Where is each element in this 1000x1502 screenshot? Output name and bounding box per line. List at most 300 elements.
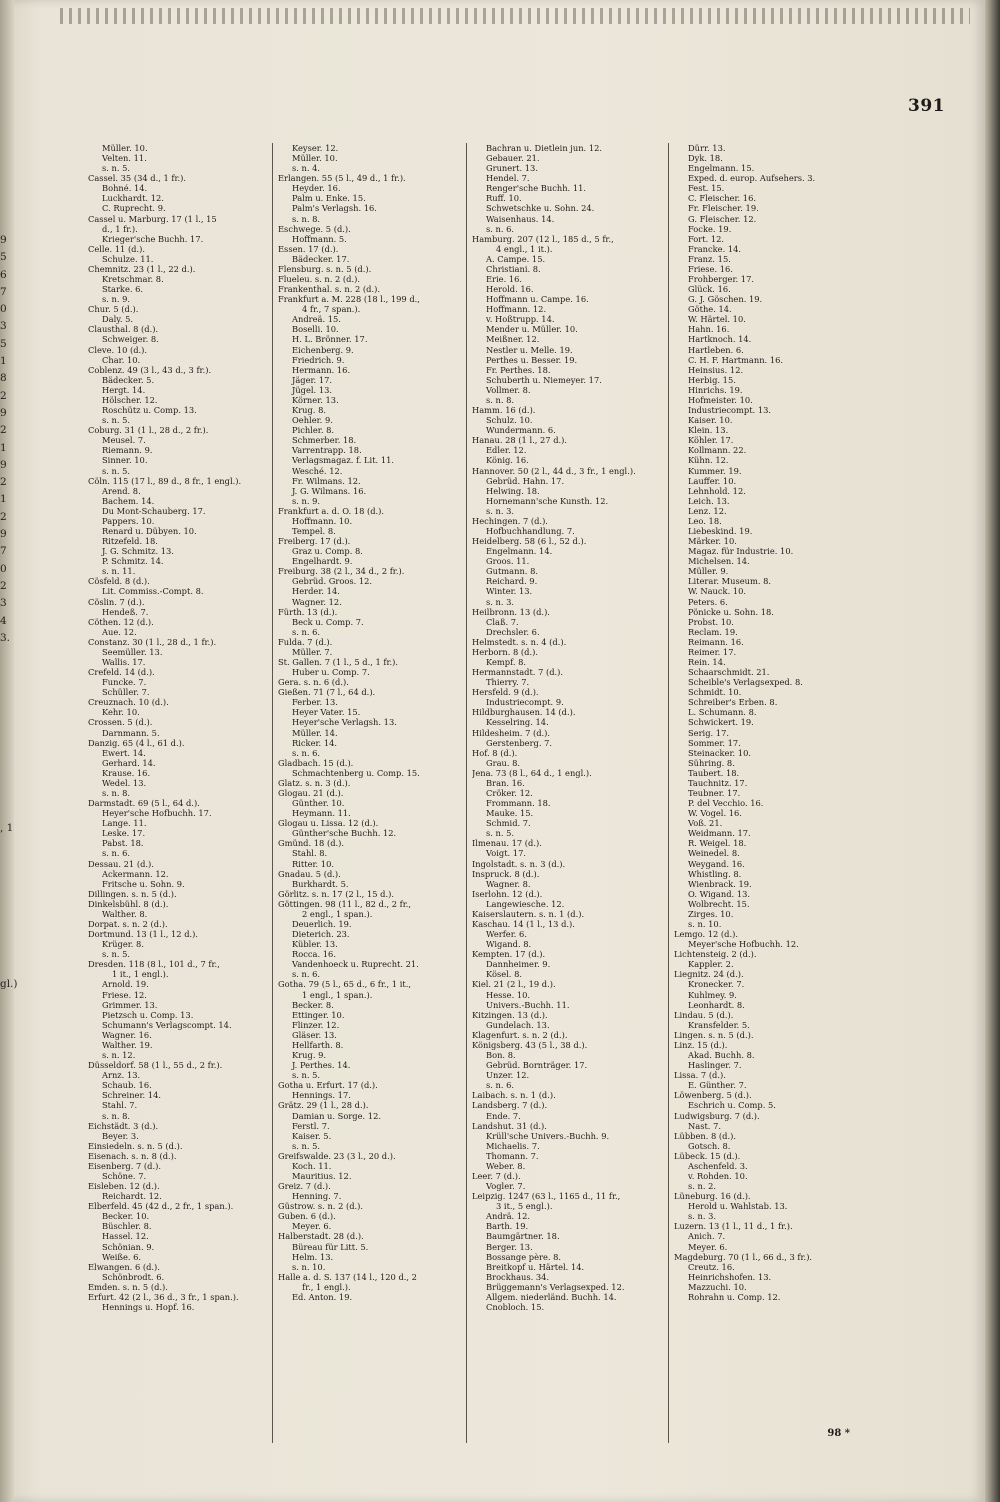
publisher-entry: Franz. 15. (688, 253, 731, 264)
publisher-entry: Bachem. 14. (102, 495, 155, 506)
place-entry: Freiberg. 17 (d.). (278, 536, 351, 547)
margin-fragment (0, 803, 14, 820)
margin-fragment (0, 699, 14, 716)
margin-fragment (0, 768, 14, 785)
publisher-entry: Hölscher. 12. (102, 394, 158, 405)
publisher-entry: fr., 1 engl.). (302, 1281, 351, 1292)
place-entry: Crefeld. 14 (d.). (88, 667, 155, 678)
place-entry: Dinkelsbühl. 8 (d.). (88, 898, 169, 909)
publisher-entry: Krause. 16. (102, 767, 151, 778)
publisher-entry: Klein. 13. (688, 425, 729, 436)
margin-fragment: 6 (0, 268, 7, 281)
publisher-entry: W. Vogel. 16. (688, 808, 742, 819)
margin-fragment: 2 (0, 476, 7, 489)
place-entry: Guben. 6 (d.). (278, 1211, 336, 1222)
place-entry: Heidelberg. 58 (6 l., 52 d.). (472, 536, 587, 547)
place-entry: Grätz. 29 (1 l., 28 d.). (278, 1100, 369, 1111)
publisher-entry: s. n. 5. (102, 465, 131, 476)
publisher-entry: Grimmer. 13. (102, 999, 158, 1010)
publisher-entry: Müller. 7. (292, 646, 333, 657)
publisher-entry: Graz u. Comp. 8. (292, 546, 363, 557)
margin-fragment (0, 889, 14, 906)
publisher-entry: Starke. 6. (102, 284, 144, 295)
publisher-entry: Probst. 10. (688, 616, 734, 627)
publisher-entry: Creutz. 16. (688, 1261, 735, 1272)
place-entry: Ingolstadt. s. n. 3 (d.). (472, 858, 566, 869)
publisher-entry: Hennings u. Hopf. 16. (102, 1301, 195, 1312)
publisher-entry: s. n. 8. (102, 788, 131, 798)
publisher-entry: Industriecompt. 13. (688, 405, 772, 416)
publisher-entry: s. n. 6. (102, 848, 131, 859)
publisher-entry: Eschrich u. Comp. 5. (688, 1100, 776, 1111)
publisher-entry: Tempel. 8. (292, 525, 336, 536)
place-entry: Jena. 73 (8 l., 64 d., 1 engl.). (472, 767, 592, 778)
margin-fragment (0, 924, 14, 941)
publisher-entry: Reclam. 19. (688, 626, 738, 637)
publisher-entry: Hellfarth. 8. (292, 1039, 344, 1050)
publisher-entry: Burkhardt. 5. (292, 878, 349, 889)
publisher-entry: Kransfelder. 5. (688, 1019, 750, 1030)
publisher-entry: Cröker. 12. (486, 788, 533, 798)
place-entry: Hildburghausen. 14 (d.). (472, 707, 576, 718)
publisher-entry: Boselli. 10. (292, 324, 339, 335)
publisher-entry: Dannheimer. 9. (486, 959, 551, 970)
margin-fragment (0, 647, 14, 664)
publisher-entry: s. n. 6. (486, 223, 515, 234)
place-entry: Lingen. s. n. 5 (d.). (674, 1029, 754, 1040)
publisher-entry: Schönbrodt. 6. (102, 1271, 165, 1282)
place-entry: Linz. 15 (d.). (674, 1039, 728, 1050)
margin-fragment (0, 664, 14, 681)
publisher-entry: Hinrichs. 19. (688, 384, 743, 395)
publisher-entry: Bachran u. Dietlein jun. 12. (486, 143, 603, 153)
place-entry: Königsberg. 43 (5 l., 38 d.). (472, 1039, 588, 1050)
place-entry: Greifswalde. 23 (3 l., 20 d.). (278, 1150, 396, 1161)
place-entry: Magdeburg. 70 (1 l., 66 d., 3 fr.). (674, 1251, 813, 1262)
publisher-entry: Kollmann. 22. (688, 445, 747, 456)
publisher-entry: Ed. Anton. 19. (292, 1291, 353, 1302)
publisher-entry: Günther. 10. (292, 798, 345, 809)
margin-fragment: gl.) (0, 977, 18, 990)
publisher-entry: Frommann. 18. (486, 798, 551, 809)
publisher-entry: 4 engl., 1 it.). (496, 243, 553, 254)
publisher-entry: Fr. Fleischer. 19. (688, 203, 759, 214)
publisher-entry: s. n. 6. (292, 969, 321, 980)
publisher-entry: Huber u. Comp. 7. (292, 667, 370, 678)
publisher-entry: R. Weigel. 18. (688, 838, 747, 849)
place-entry: Iserlohn. 12 (d.). (472, 888, 543, 899)
place-entry: Elwangen. 6 (d.). (88, 1261, 160, 1272)
publisher-entry: Becker. 8. (292, 999, 334, 1010)
publisher-entry: Industriecompt. 9. (486, 697, 564, 708)
publisher-entry: s. n. 8. (102, 1110, 131, 1121)
publisher-entry: s. n. 5. (486, 828, 515, 839)
place-entry: Einsiedeln. s. n. 5 (d.). (88, 1140, 183, 1151)
place-entry: Freiburg. 38 (2 l., 34 d., 2 fr.). (278, 566, 405, 577)
publisher-entry: Ruff. 10. (486, 193, 522, 204)
place-entry: Cassel u. Marburg. 17 (1 l., 15 (88, 213, 217, 224)
margin-fragment (0, 837, 14, 854)
place-entry: Frankenthal. s. n. 2 (d.). (278, 284, 380, 295)
margin-fragment (0, 734, 14, 751)
publisher-entry: Schaarschmidt. 21. (688, 667, 770, 678)
publisher-entry: Pabst. 18. (102, 838, 144, 849)
publisher-entry: Weinedel. 8. (688, 848, 740, 859)
publisher-entry: Winter. 13. (486, 586, 533, 597)
place-entry: Crossen. 5 (d.). (88, 717, 153, 728)
place-entry: Dillingen. s. n. 5 (d.). (88, 888, 177, 899)
publisher-entry: Herbig. 15. (688, 374, 736, 385)
publisher-entry: J. Perthes. 14. (292, 1060, 351, 1071)
publisher-entry: Schreiber's Erben. 8. (688, 697, 778, 708)
publisher-entry: Bädecker. 5. (102, 374, 155, 385)
publisher-entry: Wallis. 17. (102, 656, 146, 667)
margin-fragment: 3 (0, 320, 7, 333)
publisher-entry: Hartleben. 6. (688, 344, 744, 355)
publisher-entry: Helwing. 18. (486, 485, 540, 496)
place-entry: Eisenberg. 7 (d.). (88, 1160, 161, 1171)
place-entry: Hildesheim. 7 (d.). (472, 727, 551, 738)
publisher-entry: Waisenhaus. 14. (486, 213, 555, 224)
top-edge-texture (60, 8, 970, 24)
publisher-entry: Damian u. Sorge. 12. (292, 1110, 382, 1121)
place-entry: Frankfurt a. d. O. 18 (d.). (278, 505, 385, 516)
margin-fragment: 3. (0, 631, 11, 644)
margin-fragment: , 1 (0, 822, 14, 835)
publisher-entry: C. H. F. Hartmann. 16. (688, 354, 784, 365)
publisher-entry: Friese. 16. (688, 263, 733, 274)
margin-fragment: 4 (0, 614, 7, 627)
place-entry: Klagenfurt. s. n. 2 (d.). (472, 1029, 568, 1040)
place-entry: Landsberg. 7 (d.). (472, 1100, 548, 1111)
publisher-entry: Wundermann. 6. (486, 425, 556, 436)
publisher-entry: W. Härtel. 10. (688, 314, 746, 325)
publisher-entry: Baumgärtner. 18. (486, 1231, 560, 1242)
publisher-entry: Hendel. 7. (486, 173, 530, 184)
publisher-entry: Schweiger. 8. (102, 334, 159, 345)
publisher-entry: Wagner. 12. (292, 596, 342, 607)
publisher-entry: s. n. 8. (486, 394, 515, 405)
publisher-entry: Leske. 17. (102, 828, 146, 839)
publisher-entry: Zirges. 10. (688, 908, 734, 919)
place-entry: Göttingen. 98 (11 l., 82 d., 2 fr., (278, 898, 412, 909)
publisher-entry: Erie. 16. (486, 274, 523, 285)
publisher-entry: Beyer. 3. (102, 1130, 139, 1141)
publisher-entry: H. L. Brönner. 17. (292, 334, 368, 345)
publisher-entry: Meyer. 6. (292, 1221, 332, 1232)
publisher-entry: O. Wigand. 13. (688, 888, 751, 899)
publisher-entry: Sühring. 8. (688, 757, 735, 768)
place-entry: Lübben. 8 (d.). (674, 1130, 736, 1141)
publisher-entry: s. n. 3. (486, 505, 515, 516)
publisher-entry: P. Schmitz. 14. (102, 556, 164, 567)
column-1 (88, 143, 266, 1312)
publisher-entry: Schaub. 16. (102, 1080, 152, 1091)
publisher-entry: Wolbrecht. 15. (688, 898, 750, 909)
publisher-entry: Herold u. Wahlstab. 13. (688, 1201, 788, 1212)
publisher-entry: s. n. 5. (102, 163, 131, 174)
margin-fragment (0, 941, 14, 958)
place-entry: Hannover. 50 (2 l., 44 d., 3 fr., 1 engl.). (472, 465, 636, 476)
place-entry: Kiel. 21 (2 l., 19 d.). (472, 979, 556, 990)
publisher-entry: Herold. 16. (486, 284, 534, 295)
publisher-entry: G. J. Göschen. 19. (688, 294, 763, 305)
publisher-entry: Rocca. 16. (292, 949, 336, 960)
publisher-entry: Meyer. 6. (688, 1241, 728, 1252)
publisher-entry: Perthes u. Besser. 19. (486, 354, 578, 365)
publisher-entry: Hoffmann. 5. (292, 233, 347, 244)
publisher-entry: Mazzuchi. 10. (688, 1281, 747, 1292)
publisher-entry: Weber. 8. (486, 1160, 526, 1171)
place-entry: Leer. 7 (d.). (472, 1170, 521, 1181)
publisher-entry: Henning. 7. (292, 1191, 342, 1202)
publisher-entry: Kappler. 2. (688, 959, 734, 970)
publisher-entry: Vandenhoeck u. Ruprecht. 21. (292, 959, 419, 970)
place-entry: Düsseldorf. 58 (1 l., 55 d., 2 fr.). (88, 1060, 223, 1071)
place-entry: Creuznach. 10 (d.). (88, 697, 169, 708)
publisher-entry: W. Nauck. 10. (688, 586, 747, 597)
publisher-entry: Hassel. 12. (102, 1231, 149, 1242)
publisher-entry: Reimer. 17. (688, 646, 737, 657)
publisher-entry: s. n. 9. (102, 294, 131, 305)
publisher-entry: Verlagsmagaz. f. Lit. 11. (292, 455, 395, 466)
publisher-entry: Nestler u. Melle. 19. (486, 344, 573, 355)
publisher-entry: Lehnhold. 12. (688, 485, 746, 496)
publisher-entry: Velten. 11. (102, 153, 147, 164)
margin-fragment: 9 (0, 406, 7, 419)
publisher-entry: Weidmann. 17. (688, 828, 751, 839)
publisher-entry: Meißner. 12. (486, 334, 540, 345)
publisher-entry: Wagner. 16. (102, 1029, 152, 1040)
left-margin-stub (0, 232, 18, 993)
publisher-entry: s. n. 9. (292, 495, 321, 506)
publisher-entry: Hendeß. 7. (102, 606, 149, 617)
publisher-entry: Ricker. 14. (292, 737, 338, 748)
margin-fragment: 1 (0, 355, 7, 368)
publisher-entry: Reimann. 16. (688, 636, 744, 647)
publisher-entry: Magaz. für Industrie. 10. (688, 546, 794, 557)
place-entry: Gnadau. 5 (d.). (278, 868, 341, 879)
publisher-entry: Walther. 19. (102, 1039, 153, 1050)
publisher-entry: Kaiser. 5. (292, 1130, 332, 1141)
publisher-entry: Riemann. 9. (102, 445, 153, 456)
publisher-entry: Walther. 8. (102, 908, 148, 919)
publisher-entry: C. Ruprecht. 9. (102, 203, 166, 214)
publisher-entry: Dürr. 13. (688, 143, 726, 153)
publisher-entry: Meusel. 7. (102, 435, 146, 446)
publisher-entry: Hoffmann u. Campe. 16. (486, 294, 589, 305)
publisher-entry: Schöne. 7. (102, 1170, 147, 1181)
place-entry: Gießen. 71 (7 l., 64 d.). (278, 687, 376, 698)
publisher-entry: Schulze. 11. (102, 253, 154, 264)
margin-fragment (0, 907, 14, 924)
column-rule (466, 143, 467, 1443)
place-entry: Danzig. 65 (4 l., 61 d.). (88, 737, 185, 748)
publisher-entry: Du Mont-Schauberg. 17. (102, 505, 206, 516)
publisher-entry: Vogler. 7. (486, 1181, 526, 1192)
publisher-entry: Meyer'sche Hofbuchh. 12. (688, 939, 799, 950)
publisher-entry: Schmerber. 18. (292, 435, 357, 446)
publisher-entry: Arnz. 13. (102, 1070, 141, 1081)
publisher-entry: Gebrüd. Bornträger. 17. (486, 1060, 588, 1071)
publisher-entry: Fritsche u. Sohn. 9. (102, 878, 185, 889)
publisher-entry: Fest. 15. (688, 183, 725, 194)
publisher-entry: Vollmer. 8. (486, 384, 531, 395)
publisher-entry: s. n. 5. (102, 949, 131, 960)
publisher-entry: s. n. 10. (292, 1261, 326, 1272)
place-entry: Hamm. 16 (d.). (472, 405, 536, 416)
publisher-entry: Heyer'sche Verlagsh. 13. (292, 717, 397, 728)
publisher-entry: Breitkopf u. Härtel. 14. (486, 1261, 585, 1272)
place-entry: Ludwigsburg. 7 (d.). (674, 1110, 760, 1121)
publisher-entry: Michelsen. 14. (688, 556, 750, 567)
place-entry: Lichtensteig. 2 (d.). (674, 949, 757, 960)
column-rule (668, 143, 669, 1443)
margin-fragment: 0 (0, 562, 7, 575)
place-entry: Constanz. 30 (1 l., 28 d., 1 fr.). (88, 636, 217, 647)
margin-fragment: 9 (0, 528, 7, 541)
publisher-entry: Voß. 21. (688, 818, 723, 829)
publisher-entry: Cnobloch. 15. (486, 1301, 545, 1312)
publisher-entry: s. n. 5. (292, 1070, 321, 1081)
publisher-entry: Bädecker. 17. (292, 253, 350, 264)
publisher-entry: Reichard. 9. (486, 576, 538, 587)
publisher-entry: Schönian. 9. (102, 1241, 155, 1252)
publisher-entry: Leo. 18. (688, 515, 722, 526)
place-entry: Elberfeld. 45 (42 d., 2 fr., 1 span.). (88, 1201, 234, 1212)
place-entry: Kempten. 17 (d.). (472, 949, 546, 960)
publisher-entry: Wigand. 8. (486, 939, 532, 950)
publisher-entry: Focke. 19. (688, 223, 732, 234)
place-entry: Erfurt. 42 (2 l., 36 d., 3 fr., 1 span.). (88, 1291, 239, 1302)
place-entry: Dortmund. 13 (1 l., 12 d.). (88, 929, 199, 940)
place-entry: Gmünd. 18 (d.). (278, 838, 345, 849)
publisher-entry: Schmid. 7. (486, 818, 531, 829)
place-entry: Ilmenau. 17 (d.). (472, 838, 542, 849)
publisher-entry: Schmachtenberg u. Comp. 15. (292, 767, 420, 778)
publisher-entry: Fr. Wilmans. 12. (292, 475, 361, 486)
margin-fragment (0, 716, 14, 733)
column-2 (278, 143, 460, 1302)
place-entry: Cöln. 115 (17 l., 89 d., 8 fr., 1 engl.). (88, 475, 242, 486)
publisher-entry: Leonhardt. 8. (688, 999, 745, 1010)
publisher-entry: Krug. 9. (292, 1050, 327, 1061)
publisher-entry: Brüggemann's Verlagsexped. 12. (486, 1281, 625, 1292)
publisher-entry: Exped. d. europ. Aufsehers. 3. (688, 173, 816, 184)
publisher-entry: Gebrüd. Hahn. 17. (486, 475, 565, 486)
place-entry: Halberstadt. 28 (d.). (278, 1231, 364, 1242)
place-entry: Eisleben. 12 (d.). (88, 1181, 160, 1192)
publisher-entry: L. Schumann. 8. (688, 707, 757, 718)
publisher-entry: Univers.-Buchh. 11. (486, 999, 570, 1010)
publisher-entry: 2 engl., 1 span.). (302, 908, 373, 919)
place-entry: Löwenberg. 5 (d.). (674, 1090, 752, 1101)
publisher-entry: P. del Vecchio. 16. (688, 798, 764, 809)
publisher-entry: Andreä. 15. (292, 314, 341, 325)
publisher-entry: Schreiner. 14. (102, 1090, 161, 1101)
place-entry: Halle a. d. S. 137 (14 l., 120 d., 2 (278, 1271, 417, 1282)
publisher-entry: Koch. 11. (292, 1160, 332, 1171)
publisher-entry: s. n. 3. (688, 1211, 717, 1222)
publisher-entry: Unzer. 12. (486, 1070, 530, 1081)
publisher-entry: Teubner. 17. (688, 788, 741, 798)
publisher-entry: Thomann. 7. (486, 1150, 539, 1161)
publisher-entry: Reichardt. 12. (102, 1191, 162, 1202)
publisher-entry: Pichler. 8. (292, 425, 335, 436)
publisher-entry: Gerhard. 14. (102, 757, 156, 768)
publisher-entry: Luckhardt. 12. (102, 193, 164, 204)
publisher-entry: Lit. Commiss.-Compt. 8. (102, 586, 204, 597)
place-entry: Liegnitz. 24 (d.). (674, 969, 744, 980)
margin-fragment: 3 (0, 597, 7, 610)
place-entry: Lissa. 7 (d.). (674, 1070, 726, 1081)
publisher-entry: Kösel. 8. (486, 969, 522, 980)
place-entry: Kaschau. 14 (1 l., 13 d.). (472, 919, 575, 930)
publisher-entry: Literar. Museum. 8. (688, 576, 772, 587)
margin-fragment (0, 958, 14, 975)
publisher-entry: Kesselring. 14. (486, 717, 549, 728)
place-entry: Hechingen. 7 (d.). (472, 515, 548, 526)
publisher-entry: 4 fr., 7 span.). (302, 304, 361, 315)
place-entry: Inspruck. 8 (d.). (472, 868, 540, 879)
publisher-entry: Müller. 9. (688, 566, 729, 577)
publisher-entry: Rein. 14. (688, 656, 726, 667)
publisher-entry: Gerstenberg. 7. (486, 737, 553, 748)
place-entry: Coburg. 31 (1 l., 28 d., 2 fr.). (88, 425, 209, 436)
publisher-entry: Günther'sche Buchh. 12. (292, 828, 397, 839)
publisher-entry: Schwetschke u. Sohn. 24. (486, 203, 595, 214)
publisher-entry: Hofmeister. 10. (688, 394, 753, 405)
publisher-entry: Sommer. 17. (688, 737, 741, 748)
publisher-entry: Gutmann. 8. (486, 566, 538, 577)
place-entry: Hersfeld. 9 (d.). (472, 687, 539, 698)
publisher-entry: Voigt. 17. (486, 848, 526, 859)
place-entry: Güstrow. s. n. 2 (d.). (278, 1201, 364, 1212)
publisher-entry: Taubert. 18. (688, 767, 740, 778)
publisher-entry: s. n. 11. (102, 566, 136, 577)
publisher-entry: Arend. 8. (102, 485, 141, 496)
margin-fragment: 8 (0, 372, 7, 385)
place-entry: Coblenz. 49 (3 l., 43 d., 3 fr.). (88, 364, 212, 375)
publisher-entry: Glück. 16. (688, 284, 731, 295)
publisher-entry: Becker. 10. (102, 1211, 150, 1222)
publisher-entry: Kretschmar. 8. (102, 274, 164, 285)
margin-fragment: 1 (0, 441, 7, 454)
publisher-entry: Groos. 11. (486, 556, 530, 567)
footer-signature: 98 * (827, 1428, 850, 1439)
publisher-entry: Grau. 8. (486, 757, 521, 768)
place-entry: Dorpat. s. n. 2 (d.). (88, 919, 168, 930)
publisher-entry: Friedrich. 9. (292, 354, 345, 365)
place-entry: Gotha u. Erfurt. 17 (d.). (278, 1080, 378, 1091)
place-entry: Hamburg. 207 (12 l., 185 d., 5 fr., (472, 233, 614, 244)
publisher-entry: A. Campe. 15. (486, 253, 546, 264)
publisher-entry: Heyder. 16. (292, 183, 341, 194)
publisher-entry: Funcke. 7. (102, 677, 147, 688)
publisher-entry: Schwickert. 19. (688, 717, 754, 728)
publisher-entry: Krieger'sche Buchh. 17. (102, 233, 204, 244)
publisher-entry: Hofbuchhandlung. 7. (486, 525, 575, 536)
publisher-entry: Märker. 10. (688, 536, 737, 547)
publisher-entry: Bran. 16. (486, 777, 525, 788)
publisher-entry: C. Fleischer. 16. (688, 193, 756, 204)
publisher-entry: Schmidt. 10. (688, 687, 742, 698)
publisher-entry: Krüger. 8. (102, 939, 144, 950)
publisher-entry: Drechsler. 6. (486, 626, 540, 637)
publisher-entry: Francke. 14. (688, 243, 742, 254)
publisher-entry: Gotsch. 8. (688, 1140, 731, 1151)
publisher-entry: Engelmann. 15. (688, 163, 755, 174)
